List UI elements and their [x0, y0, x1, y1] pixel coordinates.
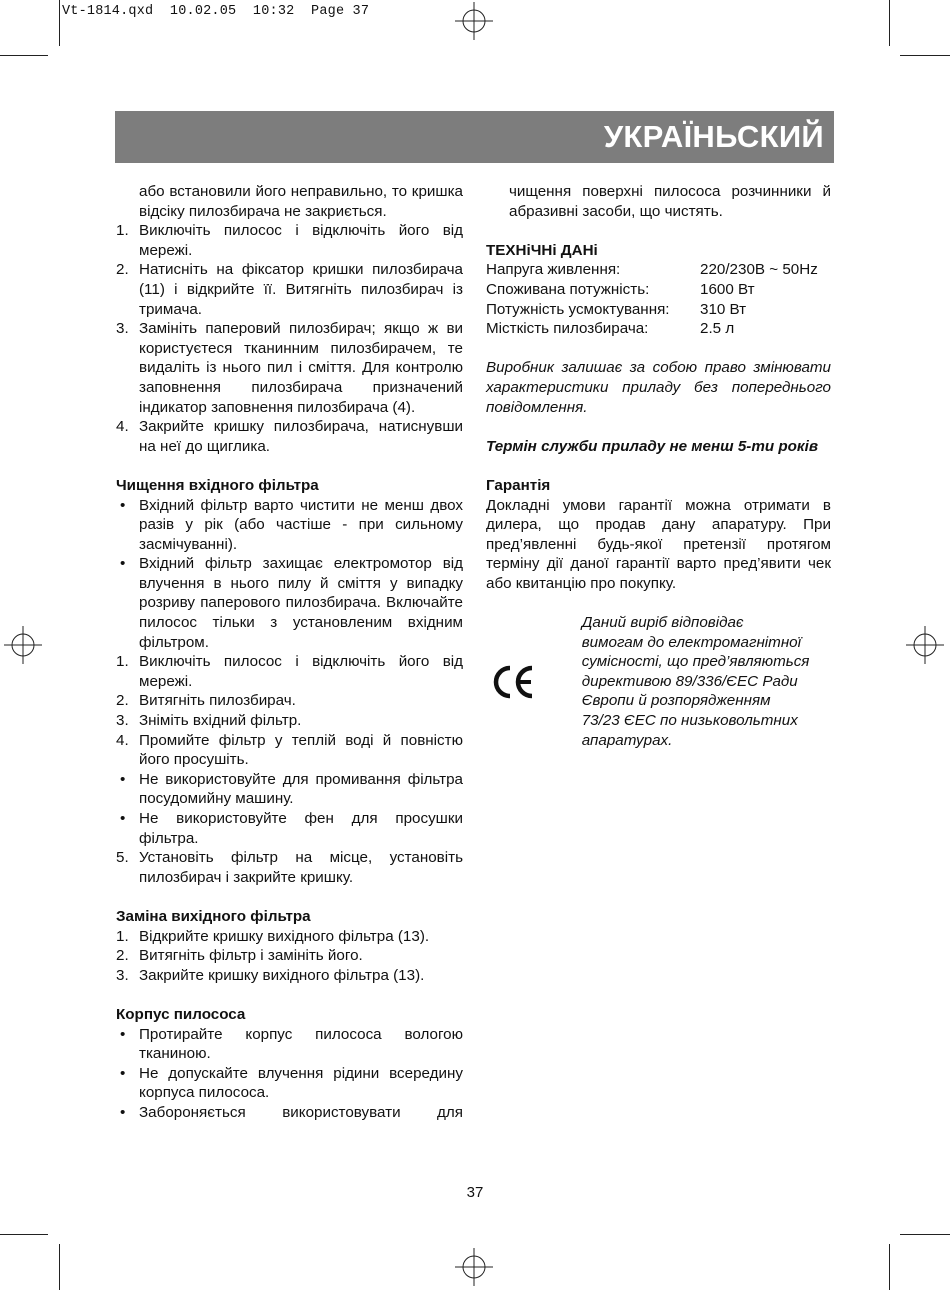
- list-item: 2. Витягніть пилозбирач.: [116, 692, 296, 710]
- list-item: 1. Виключіть пилосос і відключіть його від мережі.: [116, 222, 463, 259]
- list-item: 4. Промийте фільтр у теплій воді й повністю його просушіть.: [116, 731, 463, 769]
- crop-mark: [889, 0, 890, 46]
- crop-mark: [889, 1244, 890, 1290]
- language-banner: [115, 111, 834, 163]
- list-item: 1. Виключіть пилосос і відключіть його від мережі.: [116, 653, 463, 690]
- list-item: 5. Установіть фільтр на місце, установіть пилозбирач і закрийте кришку.: [116, 849, 463, 886]
- list-item: 1. Відкрийте кришку вихідного фільтра (13).: [116, 927, 430, 945]
- service-life-note: Термін служби приладу не менш 5-ти років: [486, 437, 819, 455]
- bullet-item: • Не використовуйте для промивання фільтра посудомийну машину.: [120, 770, 463, 808]
- crop-mark: [900, 55, 950, 56]
- list-item: 2. Витягніть фільтр і замініть його.: [116, 947, 363, 965]
- print-slug: Vt-1814.qxd 10.02.05 10:32 Page 37: [62, 4, 370, 19]
- list-item: 4. Закрийте кришку пилозбирача, натиснувши на неї до щиглика.: [116, 418, 463, 455]
- bullet-item: • Вхідний фільтр захищає електромотор від влучення в нього пилу й сміття у випадку розриву паперового пилозбирача. Включайте пилосос тільки з установленим вхідним фільтром.: [120, 555, 463, 651]
- ce-compliance-text: Даний виріб відповідає вимогам до електромагнітної сумісності, що пред’являються директивою 89/336/ЄЕС Ради Європи й розпорядженням 73/23 ЄЕС по низьковольтних апаратурах.: [581, 614, 810, 749]
- spec-row: Споживана потужність: 1600 Вт: [486, 280, 755, 298]
- bullet-item: • Не допускайте влучення рідини всередину корпуса пилососа.: [120, 1064, 463, 1102]
- banner-title: УКРАЇНЬСКИЙ: [603, 119, 824, 154]
- section-heading: Заміна вихідного фільтра: [116, 907, 311, 925]
- warranty-heading: Гарантія: [486, 476, 551, 494]
- registration-mark-left: [4, 626, 42, 664]
- page-number: 37: [466, 1184, 484, 1201]
- crop-mark: [59, 1244, 60, 1290]
- list-item: 3. Закрийте кришку вихідного фільтра (13).: [116, 966, 425, 984]
- section-heading: Чищення вхідного фільтра: [116, 476, 319, 494]
- spec-row: Напруга живлення: 220/230В ~ 50Hz: [486, 261, 818, 279]
- ce-compliance-block: [486, 613, 831, 750]
- list-item: 3. Зніміть вхідний фільтр.: [116, 712, 302, 730]
- list-continuation: чищення поверхні пилососа розчинники й абразивні засоби, що чистять.: [509, 183, 831, 220]
- bullet-item: • Вхідний фільтр варто чистити не менш двох разів у рік (або частіше - при сильному засмічуванні).: [120, 496, 463, 553]
- spec-row: Місткість пилозбирача: 2.5 л: [486, 320, 735, 338]
- ce-mark-icon: [486, 613, 582, 750]
- registration-mark-right: [906, 626, 944, 664]
- list-continuation: або встановили його неправильно, то кришка відсіку пилозбирача не закриється.: [139, 183, 463, 220]
- crop-mark: [900, 1234, 950, 1235]
- warranty-text: Докладні умови гарантії можна отримати в дилера, що продав дану апаратуру. При пред’явленні будь-якої претензії протягом терміну дії даної гарантії варто пред’явити чек або квитанцію про покупку.: [486, 496, 831, 592]
- registration-mark-bottom: [455, 1248, 493, 1286]
- bullet-item: • Протирайте корпус пилососа вологою тканиною.: [120, 1025, 463, 1063]
- crop-mark: [0, 1234, 48, 1235]
- crop-mark: [59, 0, 60, 46]
- specs-heading: ТЕХНіЧНі ДАНі: [486, 241, 598, 259]
- right-column: [486, 182, 831, 750]
- crop-mark: [0, 55, 48, 56]
- spec-row: Потужність усмоктування: 310 Вт: [486, 300, 747, 318]
- list-item: 2. Натисніть на фіксатор кришки пилозбирача (11) і відкрийте її. Витягніть пилозбирач із тримача.: [116, 261, 463, 318]
- section-heading: Корпус пилососа: [116, 1005, 246, 1023]
- list-item: 3. Замініть паперовий пилозбирач; якщо ж ви користуєтеся тканинним пилозбирачем, те видаліть із нього пил і сміття. Для контролю заповнення пилозбирача призначений індикатор заповнення пилозбирача (4).: [116, 320, 463, 416]
- manufacturer-note: Виробник залишає за собою право змінювати характеристики приладу без попереднього повідомлення.: [486, 359, 831, 416]
- bullet-item: • Забороняється використовувати для: [120, 1103, 463, 1121]
- bullet-item: • Не використовуйте фен для просушки фільтра.: [120, 810, 463, 847]
- left-column: [116, 182, 463, 1123]
- registration-mark-top: [455, 2, 493, 40]
